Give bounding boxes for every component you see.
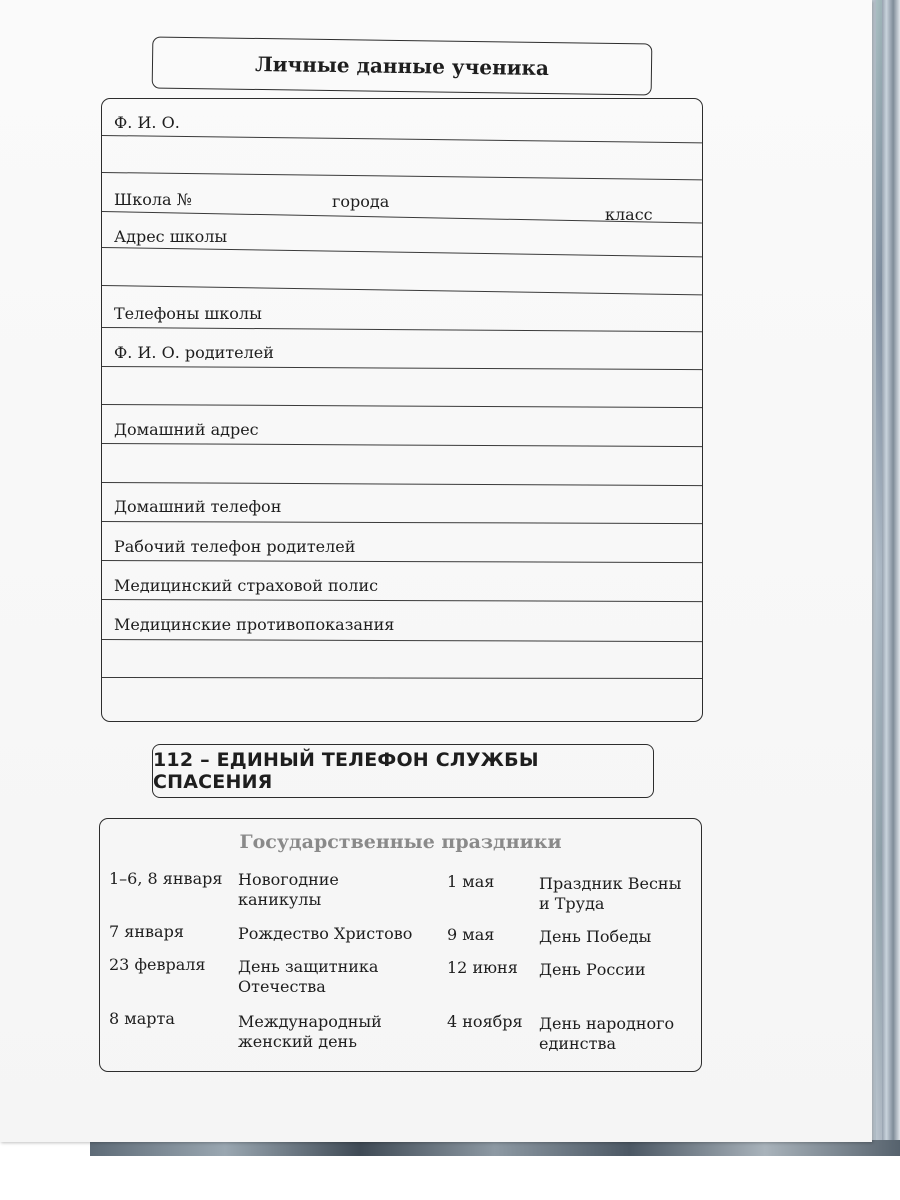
holiday-name	[539, 1014, 674, 1054]
home-phone-line[interactable]	[102, 521, 702, 524]
label-school-address: Адрес школы	[114, 227, 228, 246]
label-grade: класс	[605, 205, 653, 224]
label-contraindications: Медицинские противопоказания	[114, 615, 395, 634]
label-parents-work-phone: Рабочий телефон родителей	[114, 537, 356, 556]
holiday-name-line: День России	[539, 960, 646, 979]
contraindications-line-2[interactable]	[102, 677, 702, 679]
holiday-name-line: День защитника	[238, 957, 379, 976]
school-address-line-1[interactable]	[102, 247, 702, 257]
holiday-name	[539, 960, 646, 980]
school-phones-line[interactable]	[102, 327, 702, 332]
school-address-line-2[interactable]	[102, 285, 702, 295]
fio-line-2[interactable]	[102, 172, 702, 180]
holiday-name-line: и Труда	[539, 894, 605, 913]
label-parents-fio: Ф. И. О. родителей	[114, 343, 274, 362]
holiday-name	[539, 927, 651, 947]
label-school-phones: Телефоны школы	[114, 304, 262, 323]
holiday-date: 9 мая	[447, 925, 495, 944]
personal-data-title-text: Личные данные ученика	[254, 51, 550, 81]
holiday-name	[539, 874, 681, 914]
label-home-address: Домашний адрес	[114, 420, 259, 439]
parents-fio-line-1[interactable]	[102, 366, 702, 370]
holiday-date: 8 марта	[109, 1009, 175, 1028]
personal-data-title	[152, 37, 653, 96]
label-school: Школа №	[114, 190, 192, 209]
rescue-phone-text: 112 – ЕДИНЫЙ ТЕЛЕФОН СЛУЖБЫ СПАСЕНИЯ	[153, 749, 539, 793]
holiday-date: 7 января	[109, 922, 184, 941]
parents-work-phone-line[interactable]	[102, 560, 702, 563]
fio-line-1[interactable]	[102, 135, 702, 143]
holiday-name-line: единства	[539, 1034, 617, 1053]
holiday-name-line: День Победы	[539, 927, 652, 946]
holiday-name	[238, 870, 339, 910]
holiday-name	[238, 1012, 382, 1052]
personal-data-form	[101, 98, 703, 722]
holiday-name-line: Новогодние	[238, 870, 339, 889]
holiday-name-line: Рождество Христово	[238, 924, 413, 943]
notebook-cover-edge-bottom	[90, 1140, 900, 1156]
holidays-table	[99, 818, 702, 1072]
home-address-line-1[interactable]	[102, 443, 702, 447]
holiday-date: 23 февраля	[109, 955, 206, 974]
holiday-name-line: женский день	[238, 1032, 357, 1051]
label-home-phone: Домашний телефон	[114, 497, 282, 516]
label-city: города	[332, 192, 390, 211]
holiday-name-line: Праздник Весны	[539, 874, 682, 893]
holiday-name	[238, 924, 412, 944]
holiday-name-line: каникулы	[238, 890, 322, 909]
holiday-name	[238, 957, 378, 997]
contraindications-line-1[interactable]	[102, 639, 702, 642]
insurance-line[interactable]	[102, 599, 702, 602]
label-insurance: Медицинский страховой полис	[114, 576, 379, 595]
holiday-date: 12 июня	[447, 958, 518, 977]
holiday-name-line: День народного	[539, 1014, 675, 1033]
holidays-title: Государственные праздники	[239, 831, 562, 853]
parents-fio-line-2[interactable]	[102, 404, 702, 408]
holiday-name-line: Международный	[238, 1012, 382, 1031]
holiday-date: 1–6, 8 января	[109, 869, 223, 888]
holiday-date: 1 мая	[447, 872, 495, 891]
home-address-line-2[interactable]	[102, 482, 702, 486]
holiday-name-line: Отечества	[238, 977, 326, 996]
rescue-phone-banner	[152, 744, 654, 798]
holiday-date: 4 ноября	[447, 1012, 523, 1031]
label-fio: Ф. И. О.	[114, 113, 180, 132]
